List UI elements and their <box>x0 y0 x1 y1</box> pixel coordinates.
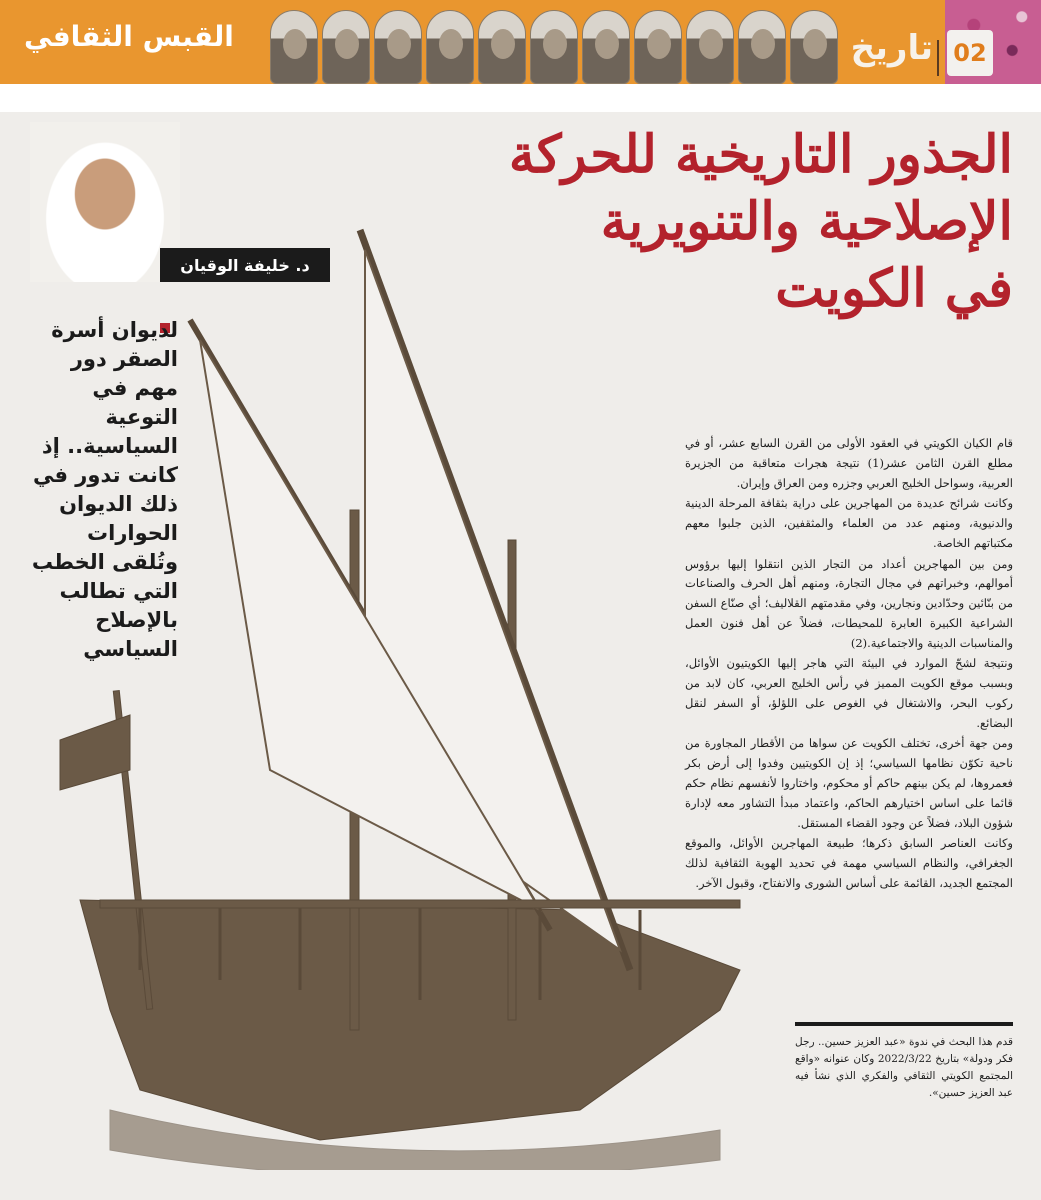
header-divider <box>937 40 939 76</box>
section-title: تاريخ <box>850 28 933 68</box>
portrait-image <box>582 10 630 84</box>
header-band <box>0 0 1041 84</box>
title-line: الإصلاحية والتنويرية <box>600 191 1013 253</box>
portrait-image <box>634 10 682 84</box>
portrait-image <box>790 10 838 84</box>
author-photo <box>30 122 180 282</box>
portrait-image <box>530 10 578 84</box>
portrait-image <box>322 10 370 84</box>
portrait-image <box>478 10 526 84</box>
body-paragraph: وكانت العناصر السابق ذكرها؛ طبيعة المهاجرين الأوائل، والموقع الجغرافي، والنظام السياسي مهمة في تحديد الهوية الثقافية لذلك المجتمع الجديد، القائمة على أساس الشورى والانفتاح، وقبول الآخر. <box>685 836 1013 890</box>
body-paragraph: قام الكيان الكويتي في العقود الأولى من القرن السابع عشر، أو في مطلع القرن الثامن عشر(1) نتيجة هجرات متعاقبة من الجزيرة العربية، وسواحل الخليج العربي وجزره ومن العراق وإيران. <box>685 436 1013 490</box>
pull-quote: لديوان أسرة الصقر دور مهم في التوعية السياسية.. إذ كانت تدور في ذلك الديوان الحوارات وتُلقى الخطب التي تطالب بالإصلاح السياسي <box>31 318 178 661</box>
portrait-image <box>270 10 318 84</box>
article-body <box>685 434 1013 895</box>
body-paragraph: ومن جهة أخرى، تختلف الكويت عن سواها من الأقطار المجاورة من ناحية تكوّن نظامها السياسي؛ إذ إن الكويتيين وفدوا إلى أرض بكر فعمروها، لم يكن بينهم حاكم أو محكوم، واختاروا لأنفسهم نظام حكم قائما على اساس اختيارهم الحاكم، واعتماد مبدأ التشاور معه لإدارة شؤون البلاد، فضلاً عن وجود القضاء المستقل. <box>685 736 1013 830</box>
publication-logo: القبس الثقافي <box>24 20 234 53</box>
source-note: قدم هذا البحث في ندوة «عبد العزيز حسين.. رجل فكر ودولة» بتاريخ 2022/3/22 وكان عنوانه «واقع المجتمع الكويتي الثقافي والفكري الذي نشأ فيه عبد العزيز حسين». <box>795 1036 1013 1099</box>
body-paragraph: ومن بين المهاجرين أعداد من التجار الذين انتقلوا إليها برؤوس أموالهم، وخبراتهم في مجال التجارة، ومنهم أهل الحرف والصناعات من بنّائين وحدّادين ونجارين، وفي مقدمتهم القلاليف؛ أي صنّاع السفن الشراعية الكبيرة العابرة للمحيطات، فضلاً عن أهل فنون العمل والمناسبات الدينية والاجتماعية.(2) <box>685 556 1013 650</box>
page-number: 02 <box>947 30 993 76</box>
portrait-strip <box>270 4 854 84</box>
body-paragraph: وكانت شرائح عديدة من المهاجرين على دراية بثقافة المرحلة الدينية والدنيوية، ومنهم عدد من العلماء والمثقفين، الذين جلبوا معهم مكتباتهم الخاصة. <box>685 496 1013 550</box>
portrait-image <box>374 10 422 84</box>
body-paragraph: ونتيجة لشحّ الموارد في البيئة التي هاجر إليها الكويتيون الأوائل، وبسبب موقع الكويت المميز في رأس الخليج العربي، كان لابد من ركوب البحر، والاشتغال في الغوص على اللؤلؤ، أو السفر لنقل البضائع. <box>685 656 1013 730</box>
title-line: الجذور التاريخية للحركة <box>508 124 1013 185</box>
article-title <box>393 126 1013 328</box>
portrait-image <box>426 10 474 84</box>
portrait-image <box>686 10 734 84</box>
author-name: د. خليفة الوقيان <box>160 248 330 282</box>
portrait-image <box>738 10 786 84</box>
title-line: في الكويت <box>775 258 1013 320</box>
note-divider <box>795 1022 1013 1026</box>
